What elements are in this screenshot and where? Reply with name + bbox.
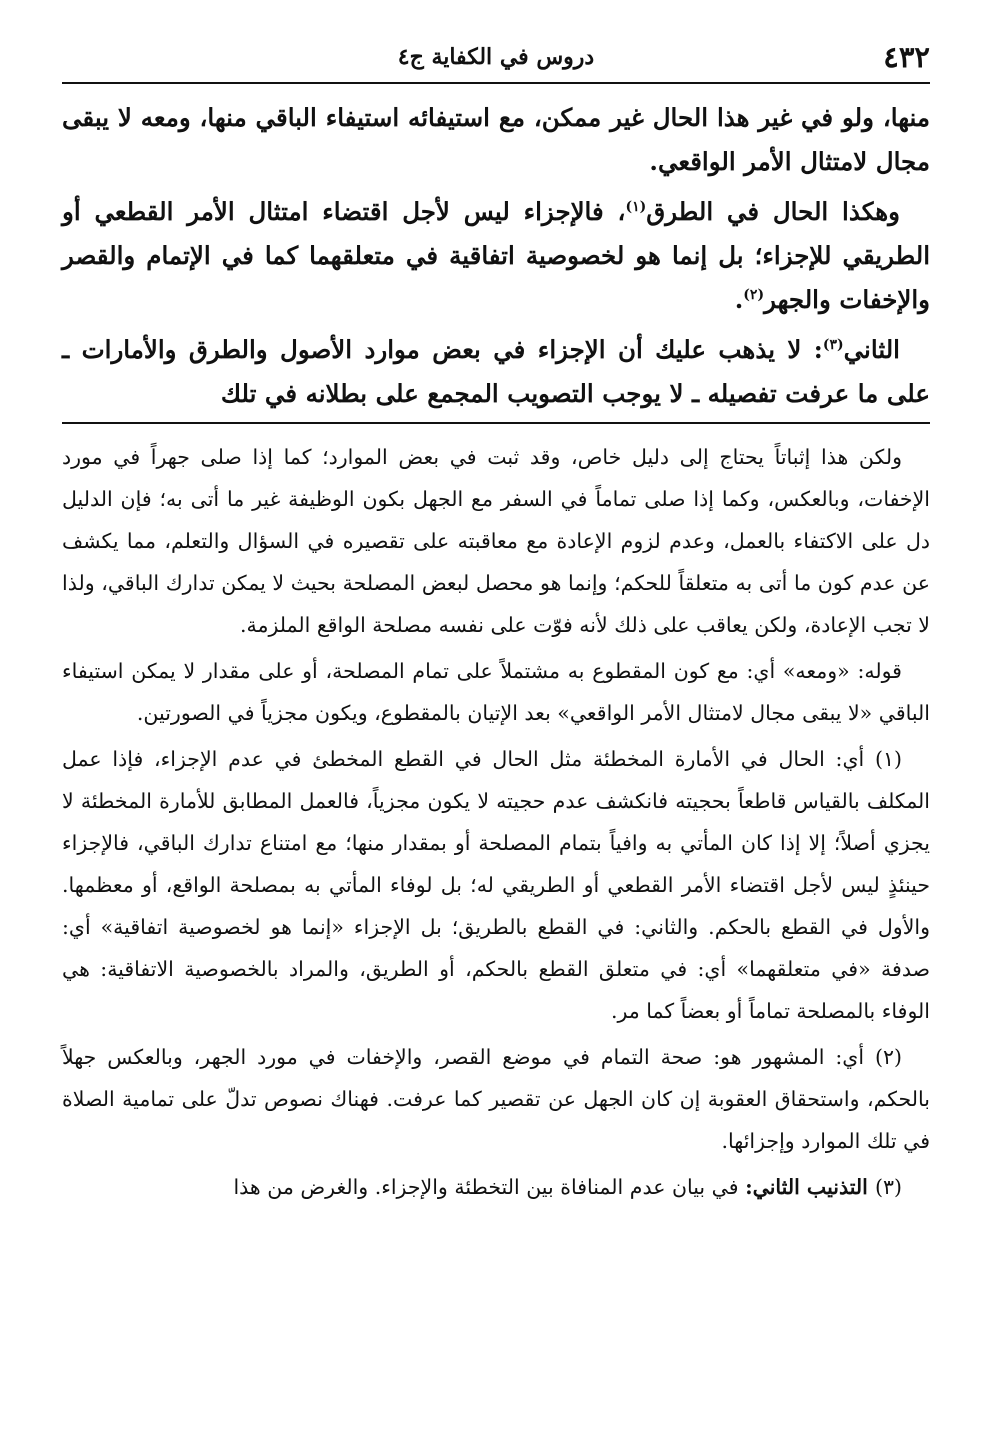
footnote-continued: ولكن هذا إثباتاً يحتاج إلى دليل خاص، وقد ثبت في بعض الموارد؛ كما إذا صلى جهراً في مورد الإخفات، وبالعكس، وكما إذا صلى تماماً في السفر مع الجهل بكون الوظيفة غير ما أتى به؛ فإن الدليل دل على الاكتفاء بالعمل، وعدم لزوم الإعادة مع معاقبته على تقصيره في السؤال والتعلم، مما يكشف عن عدم كون ما أتى به متعلقاً للحكم؛ وإنما هو محصل لبعض المصلحة بحيث لا يمكن تدارك الباقي، ولذا لا تجب الإعادة، ولكن يعاقب على ذلك لأنه فوّت على نفسه مصلحة الواقع الملزمة. <box>62 445 930 637</box>
footnote-ref-1: (١) <box>625 198 647 215</box>
header-rule <box>62 82 930 84</box>
main-paragraph-3-rest: : لا يذهب عليك أن الإجزاء في بعض موارد الأصول والطرق والأمارات ـ على ما عرفت تفصيله ـ لا يوجب التصويب المجمع على بطلانه في تلك <box>62 335 930 408</box>
main-paragraph-3-start: الثاني <box>843 335 900 364</box>
running-title: دروس في الكفاية ج٤ <box>397 44 595 70</box>
footnote-3-text: في بيان عدم المنافاة بين التخطئة والإجزاء. والغرض من هذا <box>233 1175 746 1199</box>
footnote-3 <box>62 1166 930 1208</box>
footnote-3-label: (٣) <box>874 1175 902 1199</box>
footnote-ref-2: (٢) <box>743 286 765 303</box>
footnote-1-label: (١) <box>874 747 902 771</box>
page <box>62 26 930 1212</box>
main-paragraph-2-end: . <box>734 285 744 314</box>
footnote-comment: قوله: «ومعه» أي: مع كون المقطوع به مشتملاً على تمام المصلحة، أو على مقدار لا يمكن استيفاء الباقي «لا يبقى مجال لامتثال الأمر الواقعي» بعد الإتيان بالمقطوع، ويكون مجزياً في الصورتين. <box>62 659 930 725</box>
footnote-2-text: أي: المشهور هو: صحة التمام في موضع القصر، والإخفات في مورد الجهر، وبالعكس جهلاً بالحكم، واستحقاق العقوبة إن كان الجهل عن تقصير كما عرفت. فهناك نصوص تدلّ على تمامية الصلاة في تلك الموارد وإجزائها. <box>62 1045 930 1153</box>
footnote-2 <box>62 1036 930 1162</box>
main-paragraph-3 <box>62 328 930 416</box>
page-header <box>62 26 930 74</box>
main-paragraph-2-middle: ، فالإجزاء ليس لأجل اقتضاء امتثال الأمر القطعي أو الطريقي للإجزاء؛ بل إنما هو لخصوصية اتفاقية في متعلقهما كما في الإتمام والقصر والإخفات والجهر <box>62 197 930 314</box>
footnote-2-label: (٢) <box>874 1045 902 1069</box>
main-paragraph-2 <box>62 190 930 322</box>
footnote-1-text: أي: الحال في الأمارة المخطئة مثل الحال في القطع المخطئ في عدم الإجزاء، فإذا عمل المكلف بالقياس قاطعاً بحجيته فانكشف عدم حجيته لا يكون مجزياً، فالعمل المطابق للأمارة المخطئة لا يجزي أصلاً؛ إلا إذا كان المأتي به وافياً بتمام المصلحة أو بمقدار منها؛ مع امتناع تدارك الباقي، فالإجزاء حينئذٍ ليس لأجل اقتضاء الأمر القطعي أو الطريقي له؛ بل لوفاء المأتي به بمصلحة الواقع، أو معظمها. والأول في القطع بالحكم. والثاني: في القطع بالطريق؛ بل الإجزاء «إنما هو لخصوصية اتفاقية» أي: صدفة «في متعلقهما» أي: في متعلق القطع بالحكم، أو الطريق، والمراد بالخصوصية الاتفاقية: هي الوفاء بالمصلحة تماماً أو بعضاً كما مر. <box>62 747 930 1023</box>
main-paragraph-1: منها، ولو في غير هذا الحال غير ممكن، مع استيفائه استيفاء الباقي منها، ومعه لا يبقى مجال لامتثال الأمر الواقعي. <box>62 103 930 176</box>
footnotes <box>62 436 930 1208</box>
footnote-1 <box>62 738 930 1032</box>
main-paragraph-2-start: وهكذا الحال في الطرق <box>646 197 900 226</box>
footnote-3-heading: التذنيب الثاني: <box>745 1175 875 1199</box>
page-number: ٤٣٢ <box>883 40 930 74</box>
main-text <box>62 96 930 416</box>
footnote-ref-3: (٣) <box>822 336 844 353</box>
footnote-separator <box>62 422 930 424</box>
